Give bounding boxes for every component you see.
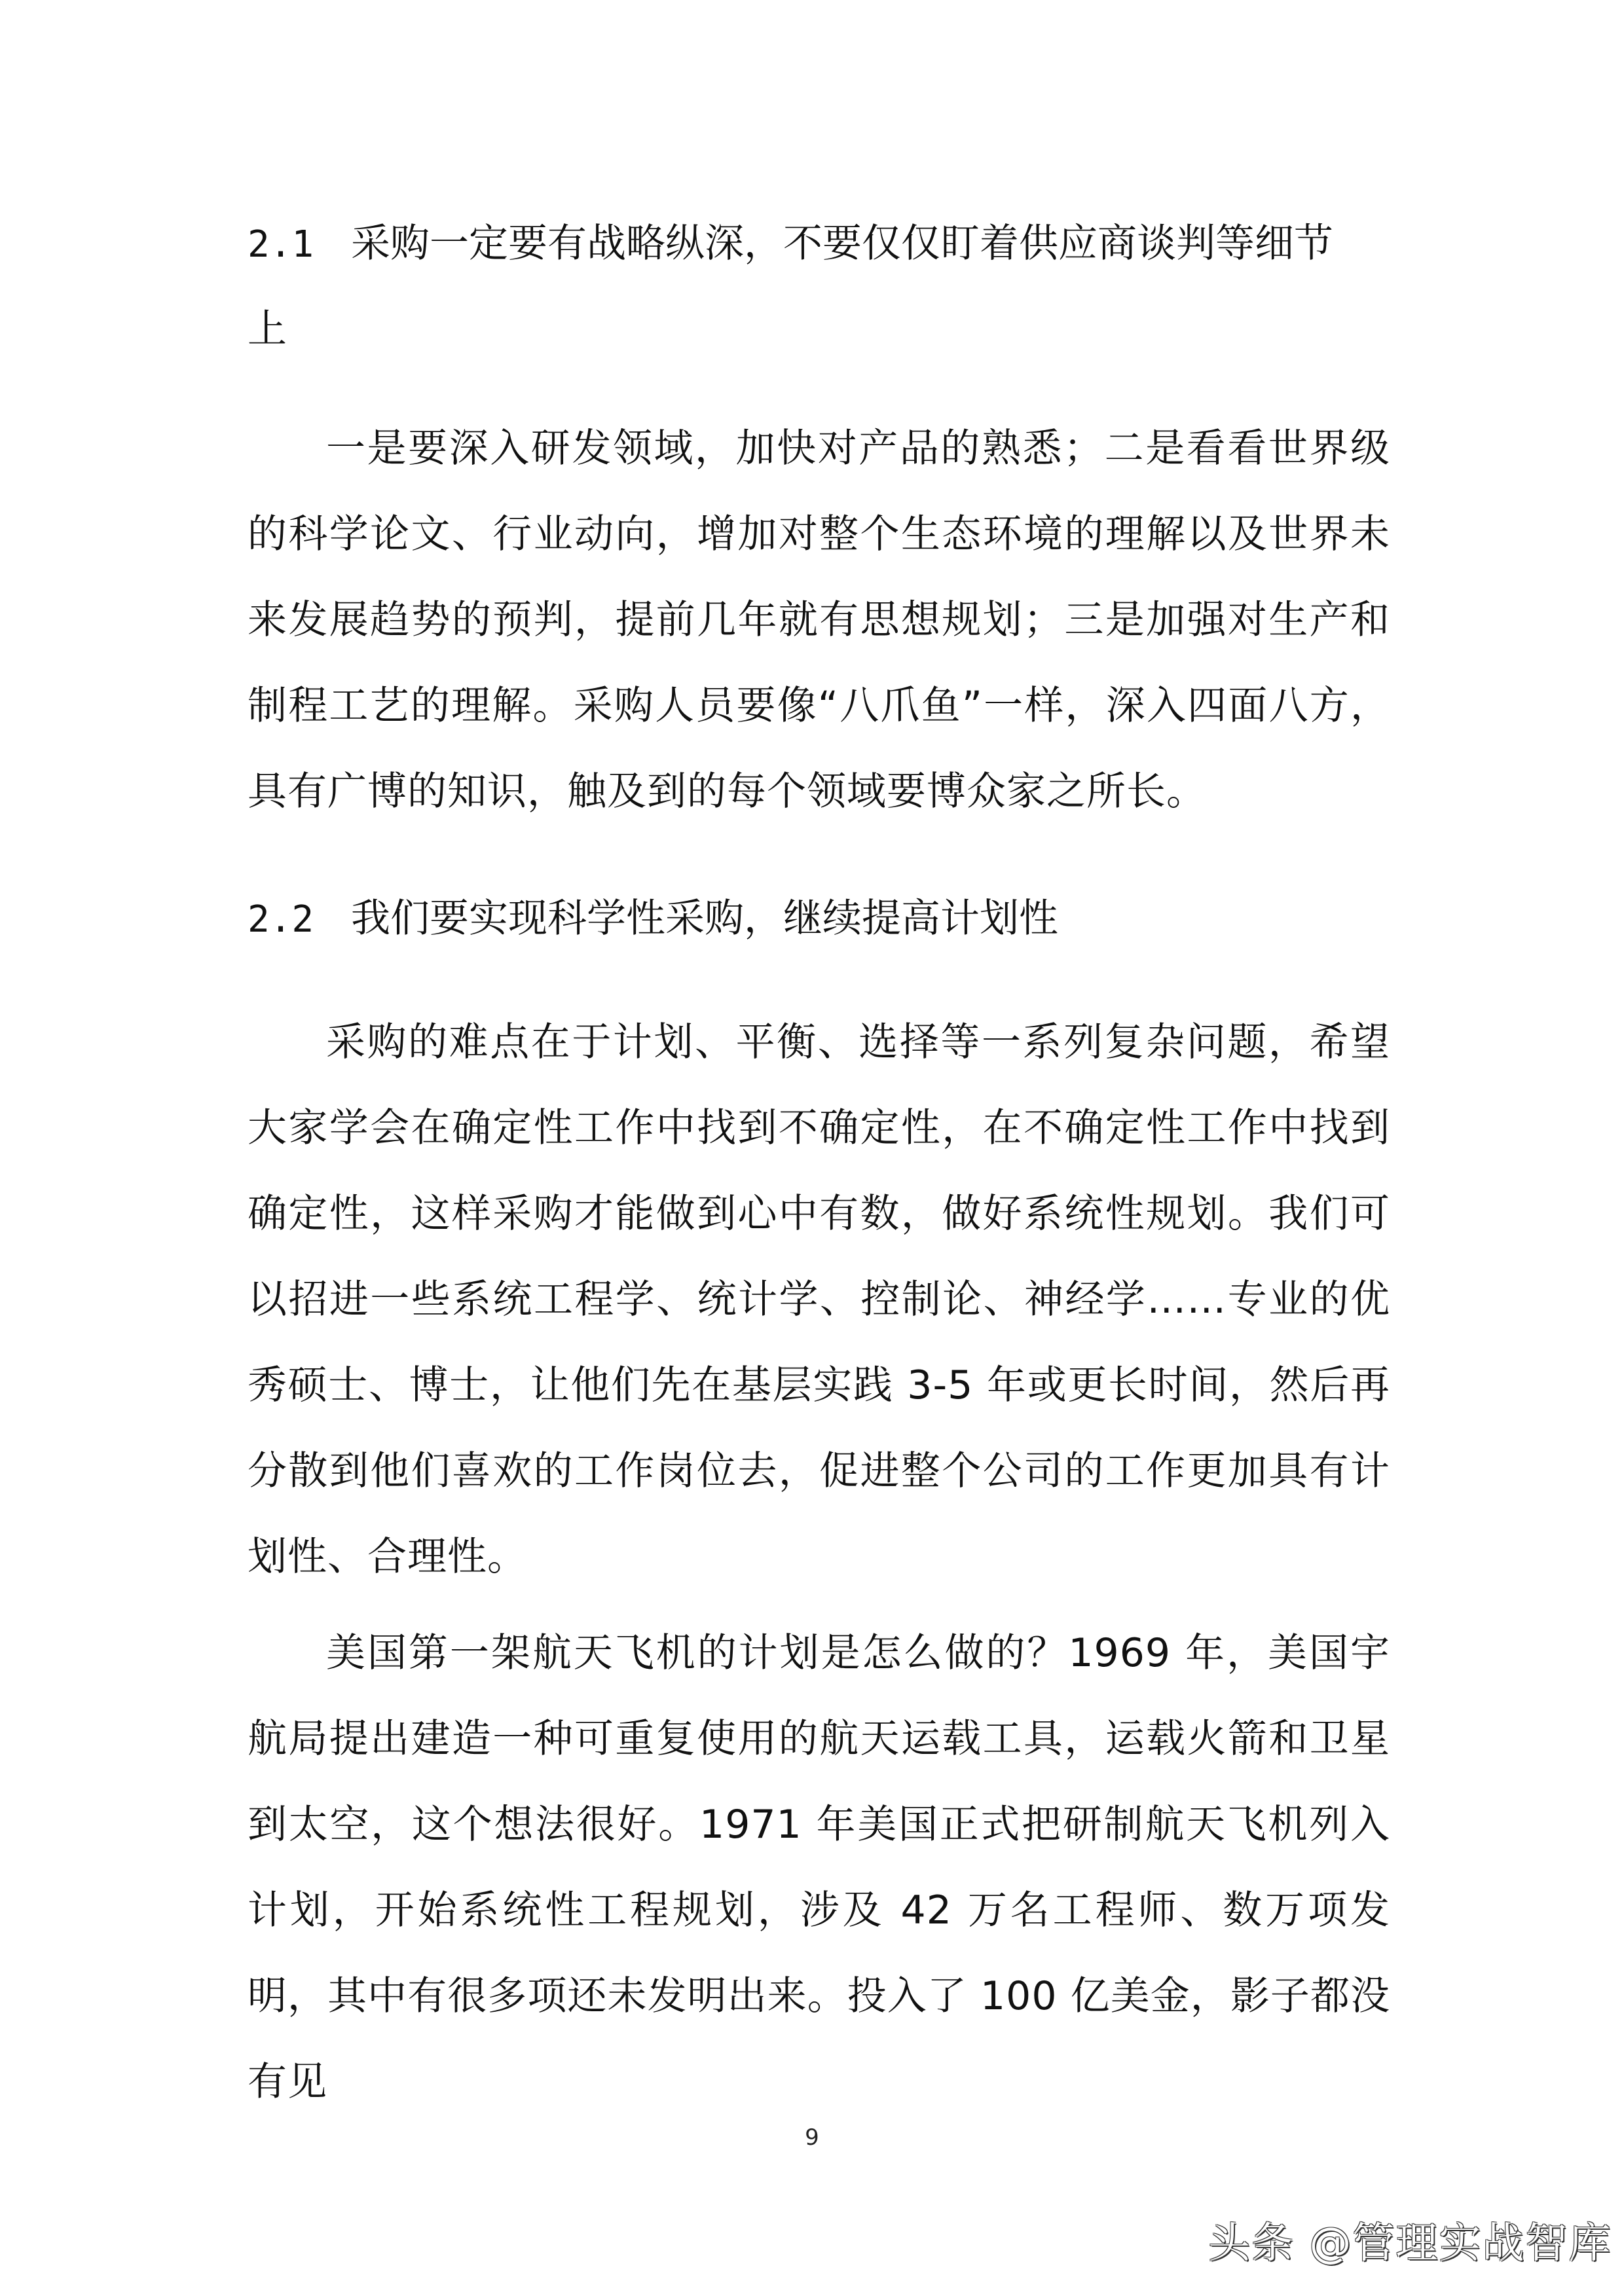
section-heading-2-1-continuation: 上: [248, 306, 287, 352]
section-number: 2.2: [248, 898, 314, 941]
section-number: 2.1: [248, 223, 314, 266]
page-number: 9: [805, 2124, 819, 2151]
paragraph: 一是要深入研发领域，加快对产品的熟悉；二是看看世界级的科学论文、行业动向，增加对整个生态环境的理解以及世界未来发展趋势的预判，提前几年就有思想规划；三是加强对生产和制程工艺的理解。采购人员要像“八爪鱼”一样，深入四面八方，具有广博的知识，触及到的每个领域要博众家之所长。: [248, 426, 1390, 814]
paragraph: 美国第一架航天飞机的计划是怎么做的？1969 年，美国宇航局提出建造一种可重复使用的航天运载工具，运载火箭和卫星到太空，这个想法很好。1971 年美国正式把研制航天飞机列入计划，开始系统性工程规划，涉及 42 万名工程师、数万项发明，其中有很多项还未发明出来。投入了 100 亿美金，影子都没有见: [248, 1630, 1390, 2105]
paragraph: 采购的难点在于计划、平衡、选择等一系列复杂问题，希望大家学会在确定性工作中找到不确定性，在不确定性工作中找到确定性，这样采购才能做到心中有数，做好系统性规划。我们可以招进一些系统工程学、统计学、控制论、神经学……专业的优秀硕士、博士，让他们先在基层实践 3-5 年或更长时间，然后再分散到他们喜欢的工作岗位去，促进整个公司的工作更加具有计划性、合理性。: [248, 1019, 1390, 1580]
section-title: 采购一定要有战略纵深，不要仅仅盯着供应商谈判等细节: [351, 221, 1333, 266]
section-heading-2-2: [248, 876, 1058, 962]
section-title: 我们要实现科学性采购，继续提高计划性: [351, 896, 1058, 941]
section-heading-2-1: [248, 201, 1333, 287]
watermark: 头条 @管理实战智库: [1208, 2219, 1612, 2268]
